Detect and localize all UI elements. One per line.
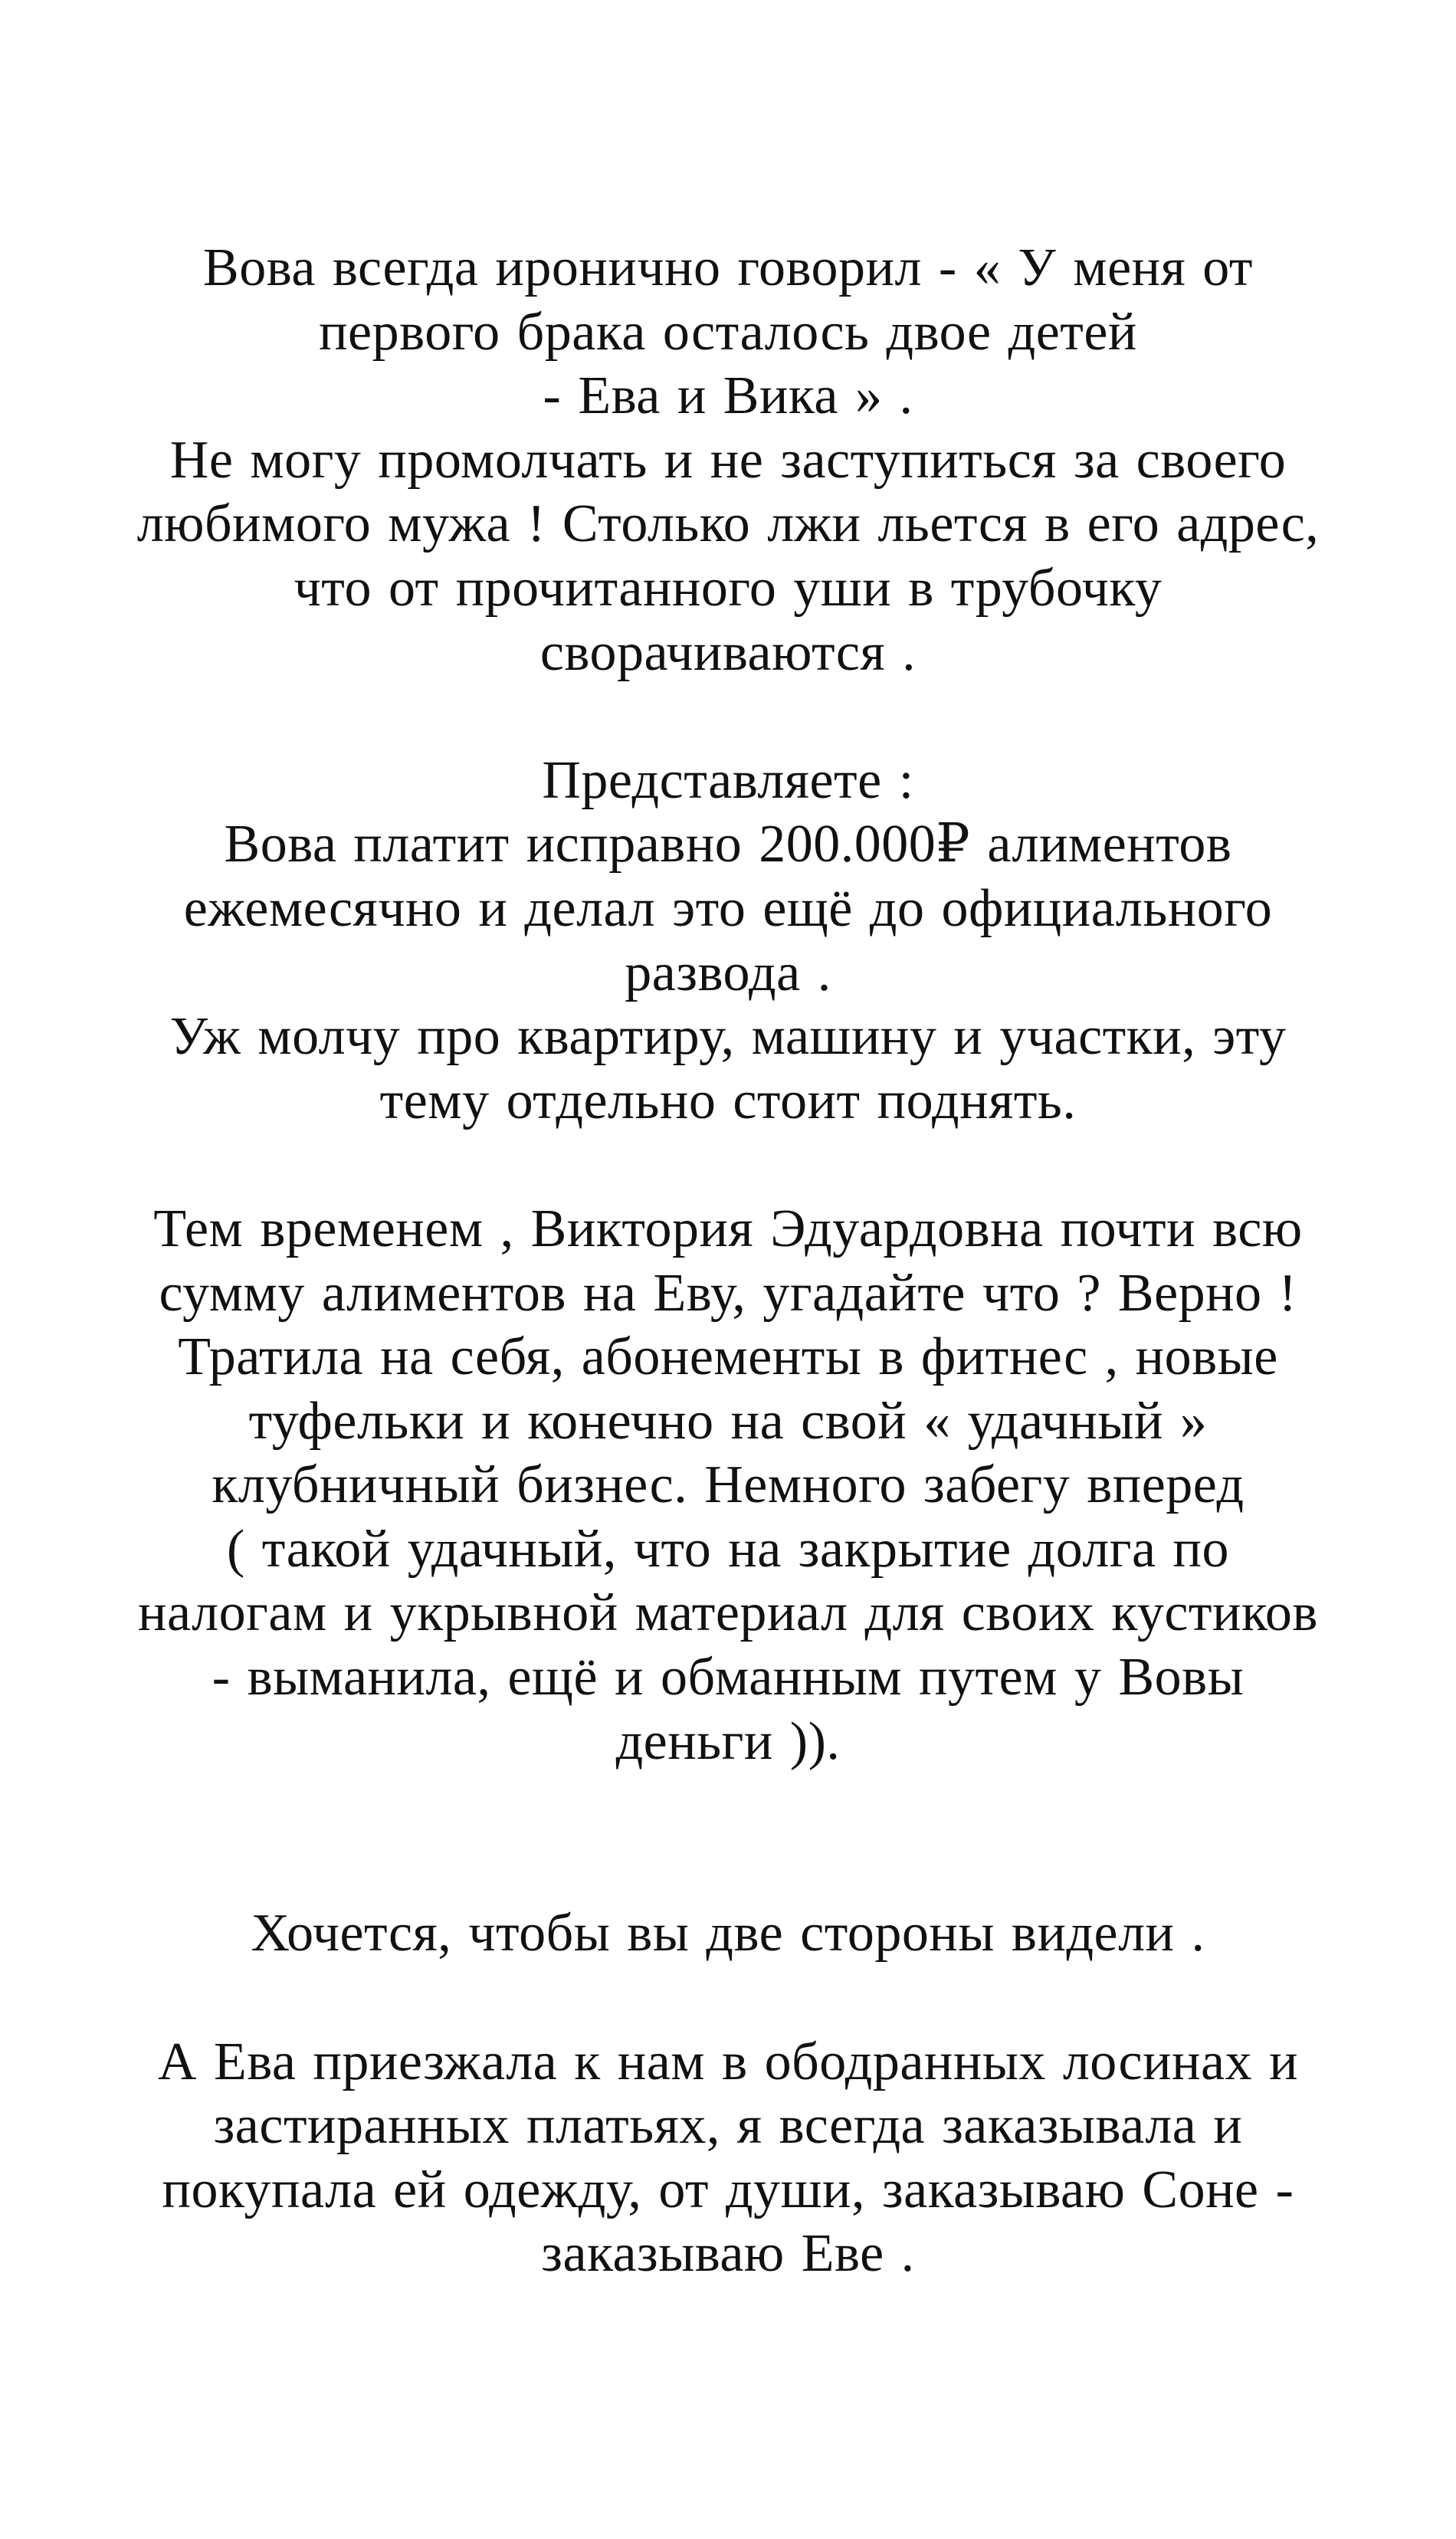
- text-line: Тратила на себя, абонементы в фитнес , новые: [178, 1327, 1278, 1387]
- paragraph-spacer: [0, 1773, 1456, 1838]
- text-line: ежемесячно и делал это ещё до официального: [183, 878, 1273, 938]
- paragraph-intro: [0, 236, 1456, 684]
- text-line: деньги )).: [615, 1711, 841, 1771]
- text-line: тему отдельно стоит поднять.: [379, 1071, 1077, 1130]
- paragraph-two-sides: [0, 1901, 1456, 1966]
- text-line: сворачиваются .: [539, 622, 917, 682]
- story-text: [0, 236, 1456, 2286]
- text-line: Представляете :: [542, 750, 914, 810]
- paragraph-alimony: [0, 749, 1456, 1133]
- text-line: - Ева и Вика » .: [543, 366, 913, 426]
- paragraph-spending: [0, 1197, 1456, 1773]
- text-line: заказываю Еве .: [541, 2224, 915, 2284]
- paragraph-clothes: [0, 2030, 1456, 2286]
- paragraph-spacer: [0, 684, 1456, 749]
- paragraph-spacer: [0, 1133, 1456, 1197]
- paragraph-spacer: [0, 1966, 1456, 2030]
- text-line: развода .: [625, 943, 831, 1002]
- text-line: Хочется, чтобы вы две стороны видели .: [251, 1904, 1205, 1963]
- text-line: что от прочитанного уши в трубочку: [293, 558, 1163, 618]
- text-line: Не могу промолчать и не заступиться за своего: [169, 430, 1287, 490]
- text-line: ( такой удачный, что на закрытие долга по: [226, 1519, 1230, 1579]
- text-line: клубничный бизнес. Немного забегу вперед: [212, 1455, 1244, 1515]
- text-line: любимого мужа ! Столько лжи льется в его адрес,: [136, 494, 1320, 554]
- text-line: Вова платит исправно 200.000₽ алиментов: [224, 815, 1232, 874]
- text-line: первого брака осталось двое детей: [319, 302, 1137, 362]
- paragraph-spacer: [0, 1838, 1456, 1902]
- text-line: А Ева приезжала к нам в ободранных лосинах и: [157, 2032, 1299, 2091]
- text-line: застиранных платьях, я всегда заказывала и: [213, 2096, 1243, 2156]
- text-line: налогам и укрывной материал для своих кустиков: [138, 1583, 1318, 1643]
- text-line: Вова всегда иронично говорил - « У меня от: [203, 238, 1253, 297]
- text-line: покупала ей одежду, от души, заказываю Соне -: [162, 2160, 1294, 2219]
- text-line: Тем временем , Виктория Эдуардовна почти всю: [153, 1199, 1303, 1258]
- text-line: туфельки и конечно на свой « удачный »: [248, 1391, 1208, 1451]
- text-line: сумму алиментов на Еву, угадайте что ? Верно !: [159, 1263, 1297, 1323]
- text-line: Уж молчу про квартиру, машину и участки, эту: [169, 1007, 1287, 1067]
- text-line: - выманила, ещё и обманным путем у Вовы: [212, 1648, 1244, 1707]
